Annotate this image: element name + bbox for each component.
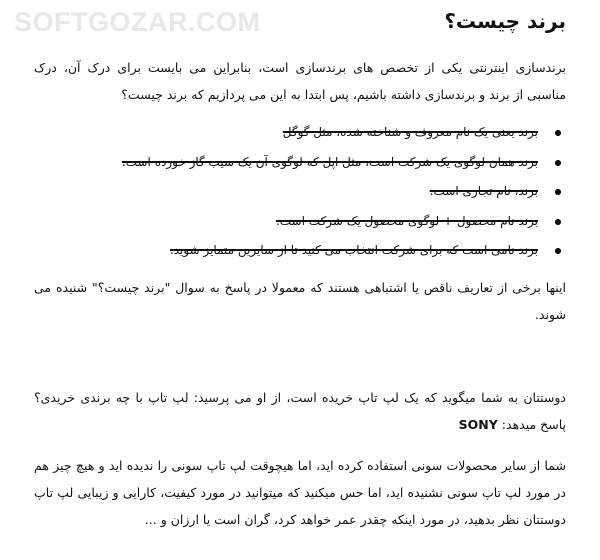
list-item: برند نامی است که برای شرکت انتخاب می کنید تا از سایرین متمایز شوید. — [34, 236, 538, 266]
example-paragraph — [34, 384, 566, 438]
watermark-logo: SOFTGOZAR.COM — [14, 7, 261, 37]
wrong-definitions-list — [34, 118, 566, 266]
list-item: برند، نام تجاری است. — [34, 177, 538, 207]
list-item: برند نام محصول + لوگوی محصول یک شرکت است. — [34, 207, 538, 237]
intro-paragraph: برندسازی اینترنتی یکی از تخصص های برندسازی است، بنابراین می بایست برای درک آن، درک مناسبی از برند و برندسازی داشته باشیم، پس ابتدا به این می پردازیم که برند چیست؟ — [34, 60, 566, 102]
list-item: برند همان لوگوی یک شرکت است، مثل اپل که لوگوی آن یک سیب گاز خورده است. — [34, 148, 538, 178]
after-list-paragraph: اینها برخی از تعاریف ناقص یا اشتباهی هستند که معمولا در پاسخ به سوال "برند چیست؟" شنیده می شوند. — [34, 279, 566, 322]
closing-paragraph: شما از سایر محصولات سونی استفاده کرده اید، اما هیچوقت لپ تاپ سونی را ندیده اید و هیچ چیز هم در مورد لپ تاپ سونی نشنیده اید، اما حس میکنید که میتوانید در مورد کیفیت، کارایی و زیبایی لپ تاپ دوستتان نظر بدهید، در مورد اینکه چقدر عمر خواهد کرد، گران است یا ارزان و ... — [34, 457, 566, 527]
article — [34, 6, 566, 533]
example-question: دوستتان به شما میگوید که یک لپ تاپ خریده است، از او می پرسید: لپ تاپ با چه برندی خریدی؟ پاسخ میدهد: — [34, 389, 566, 432]
list-item: برند یعنی یک نام معروف و شناخته شده، مثل گوگل — [34, 118, 538, 148]
page-title: برند چیست؟ — [444, 9, 566, 33]
example-answer: SONY — [458, 416, 498, 432]
